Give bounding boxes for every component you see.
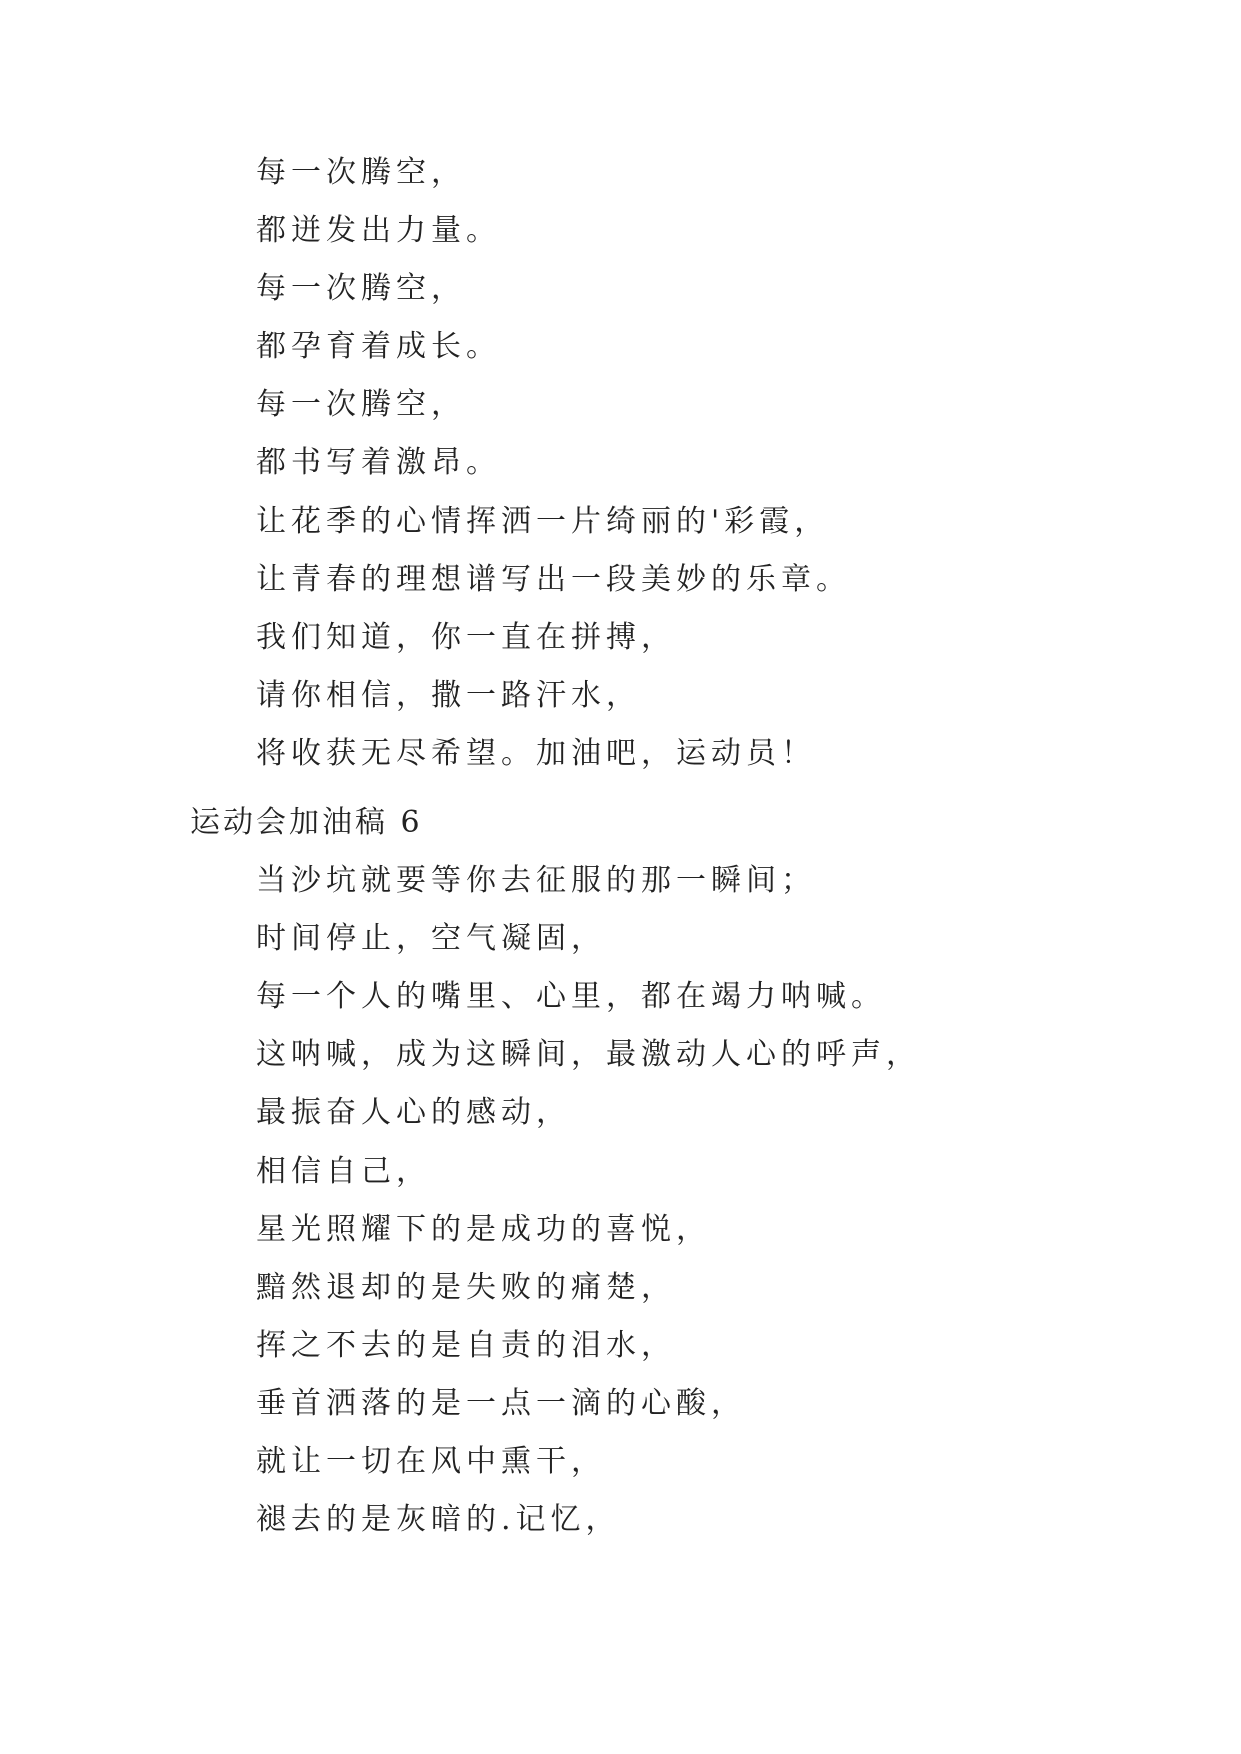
section-heading: 运动会加油稿 6 [190, 805, 423, 840]
poem-section-a [0, 155, 1241, 794]
poem-line: 相信自己， [256, 1153, 431, 1189]
poem-line: 让青春的理想谱写出一段美妙的乐章。 [256, 561, 851, 597]
poem-line: 挥之不去的是自责的泪水， [256, 1327, 676, 1363]
poem-line: 褪去的是灰暗的.记忆， [256, 1502, 621, 1538]
poem-line: 就让一切在风中熏干， [256, 1444, 606, 1480]
poem-line: 最振奋人心的感动， [256, 1095, 571, 1131]
poem-line: 都孕育着成长。 [256, 329, 501, 365]
poem-line: 当沙坑就要等你去征服的那一瞬间； [256, 863, 816, 899]
poem-line: 每一个人的嘴里、心里，都在竭力呐喊。 [256, 979, 886, 1015]
poem-line: 黯然退却的是失败的痛楚， [256, 1269, 676, 1305]
poem-line: 每一次腾空， [256, 155, 466, 190]
poem-line: 星光照耀下的是成功的喜悦， [256, 1211, 711, 1247]
poem-line: 请你相信，撒一路汗水， [256, 677, 641, 713]
poem-line: 我们知道，你一直在拼搏， [256, 619, 676, 655]
poem-line: 每一次腾空， [256, 387, 466, 423]
poem-line: 将收获无尽希望。加油吧，运动员！ [256, 735, 816, 771]
poem-line: 让花季的心情挥洒一片绮丽的'彩霞， [256, 503, 830, 539]
poem-line: 都迸发出力量。 [256, 213, 501, 249]
poem-line: 都书写着激昂。 [256, 445, 501, 481]
poem-line: 每一次腾空， [256, 271, 466, 307]
poem-line: 时间停止，空气凝固， [256, 921, 606, 957]
poem-line: 垂首洒落的是一点一滴的心酸， [256, 1385, 746, 1421]
poem-line: 这呐喊，成为这瞬间，最激动人心的呼声， [256, 1037, 921, 1073]
